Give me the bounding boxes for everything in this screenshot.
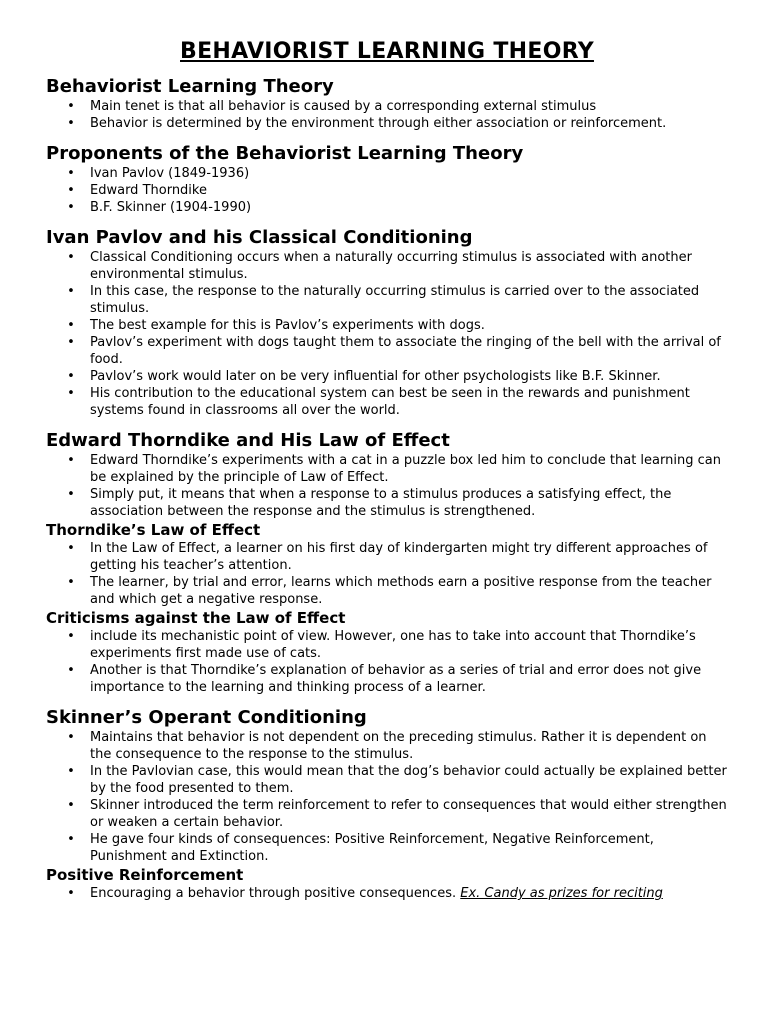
list-item xyxy=(46,182,728,199)
list-item-text: Ivan Pavlov (1849-1936) xyxy=(90,166,250,181)
bullet-icon: • xyxy=(67,318,75,333)
bullet-list-criticisms xyxy=(46,628,728,696)
list-item xyxy=(46,115,728,132)
list-item-text: Behavior is determined by the environment through either association or reinforcement. xyxy=(90,116,667,131)
bullet-icon: • xyxy=(67,250,75,265)
bullet-icon: • xyxy=(67,764,75,779)
list-item-text: Another is that Thorndike’s explanation of behavior as a series of trial and error does not give importance to the learning and thinking process of a learner. xyxy=(90,663,702,695)
bullet-list-law-of-effect xyxy=(46,540,728,608)
list-item-text: He gave four kinds of consequences: Positive Reinforcement, Negative Reinforcement, Punishment and Extinction. xyxy=(90,832,654,864)
list-item-text: In this case, the response to the naturally occurring stimulus is carried over to the associated stimulus. xyxy=(90,284,700,316)
bullet-list-positive-reinforcement xyxy=(46,885,728,902)
list-item xyxy=(46,540,728,574)
bullet-icon: • xyxy=(67,200,75,215)
list-item-text: Encouraging a behavior through positive consequences. xyxy=(90,886,457,901)
list-item xyxy=(46,385,728,419)
bullet-icon: • xyxy=(67,386,75,401)
bullet-icon: • xyxy=(67,284,75,299)
list-item-text: His contribution to the educational system can best be seen in the rewards and punishment systems found in classrooms all over the world. xyxy=(90,386,690,418)
list-item xyxy=(46,628,728,662)
list-item-text: Maintains that behavior is not dependent on the preceding stimulus. Rather it is dependent on the consequence to the response to the stimulus. xyxy=(90,730,707,762)
list-item-text: Edward Thorndike’s experiments with a cat in a puzzle box led him to conclude that learning can be explained by the principle of Law of Effect. xyxy=(90,453,721,485)
list-item xyxy=(46,662,728,696)
section-heading-thorndike: Edward Thorndike and His Law of Effect xyxy=(46,430,450,451)
list-item-text: In the Law of Effect, a learner on his first day of kindergarten might try different approaches of getting his teacher’s attention. xyxy=(90,541,708,573)
list-item xyxy=(46,334,728,368)
bullet-icon: • xyxy=(67,116,75,131)
list-item-text: Skinner introduced the term reinforcement to refer to consequences that would either strengthen or weaken a certain behavior. xyxy=(90,798,727,830)
list-item xyxy=(46,249,728,283)
section-heading-behaviorist-theory: Behaviorist Learning Theory xyxy=(46,76,334,97)
bullet-icon: • xyxy=(67,166,75,181)
section-heading-pavlov: Ivan Pavlov and his Classical Conditioning xyxy=(46,227,473,248)
list-item xyxy=(46,574,728,608)
list-item-text: B.F. Skinner (1904-1990) xyxy=(90,200,252,215)
list-item-text: Simply put, it means that when a response to a stimulus produces a satisfying effect, the association between the response and the stimulus is strengthened. xyxy=(90,487,672,519)
list-item xyxy=(46,486,728,520)
bullet-list-thorndike xyxy=(46,452,728,520)
section-heading-proponents: Proponents of the Behaviorist Learning Theory xyxy=(46,143,524,164)
bullet-list-skinner xyxy=(46,729,728,865)
list-item-text: The best example for this is Pavlov’s experiments with dogs. xyxy=(90,318,485,333)
sub-heading-criticisms: Criticisms against the Law of Effect xyxy=(46,609,346,627)
bullet-icon: • xyxy=(67,832,75,847)
bullet-icon: • xyxy=(67,730,75,745)
list-item-text: In the Pavlovian case, this would mean that the dog’s behavior could actually be explained better by the food presented to them. xyxy=(90,764,727,796)
bullet-list-pavlov xyxy=(46,249,728,419)
document-title: BEHAVIORIST LEARNING THEORY xyxy=(180,39,594,64)
list-item xyxy=(46,729,728,763)
list-item-text: include its mechanistic point of view. However, one has to take into account that Thorndike’s experiments first made use of cats. xyxy=(90,629,696,661)
sub-heading-law-of-effect: Thorndike’s Law of Effect xyxy=(46,521,261,539)
bullet-icon: • xyxy=(67,575,75,590)
bullet-icon: • xyxy=(67,487,75,502)
list-item xyxy=(46,368,728,385)
list-item-text: Pavlov’s work would later on be very influential for other psychologists like B.F. Skinner. xyxy=(90,369,661,384)
list-item xyxy=(46,831,728,865)
list-item-text: The learner, by trial and error, learns which methods earn a positive response from the teacher and which get a negative response. xyxy=(90,575,712,607)
list-item xyxy=(46,165,728,182)
bullet-icon: • xyxy=(67,99,75,114)
list-item-text: Main tenet is that all behavior is caused by a corresponding external stimulus xyxy=(90,99,597,114)
bullet-icon: • xyxy=(67,335,75,350)
bullet-list-proponents xyxy=(46,165,728,216)
example-text: Ex. Candy as prizes for reciting xyxy=(460,886,663,901)
list-item-text: Classical Conditioning occurs when a naturally occurring stimulus is associated with another environmental stimulus. xyxy=(90,250,692,282)
bullet-icon: • xyxy=(67,663,75,678)
bullet-icon: • xyxy=(67,629,75,644)
list-item-text: Pavlov’s experiment with dogs taught them to associate the ringing of the bell with the arrival of food. xyxy=(90,335,721,367)
list-item xyxy=(46,885,728,902)
bullet-icon: • xyxy=(67,886,75,901)
list-item xyxy=(46,317,728,334)
list-item xyxy=(46,452,728,486)
list-item xyxy=(46,98,728,115)
list-item xyxy=(46,283,728,317)
list-item xyxy=(46,797,728,831)
bullet-icon: • xyxy=(67,369,75,384)
sub-heading-positive-reinforcement: Positive Reinforcement xyxy=(46,866,244,884)
section-heading-skinner: Skinner’s Operant Conditioning xyxy=(46,707,367,728)
list-item xyxy=(46,763,728,797)
bullet-icon: • xyxy=(67,183,75,198)
bullet-icon: • xyxy=(67,453,75,468)
bullet-icon: • xyxy=(67,798,75,813)
list-item-text: Edward Thorndike xyxy=(90,183,207,198)
bullet-list-behaviorist-theory xyxy=(46,98,728,132)
bullet-icon: • xyxy=(67,541,75,556)
list-item xyxy=(46,199,728,216)
